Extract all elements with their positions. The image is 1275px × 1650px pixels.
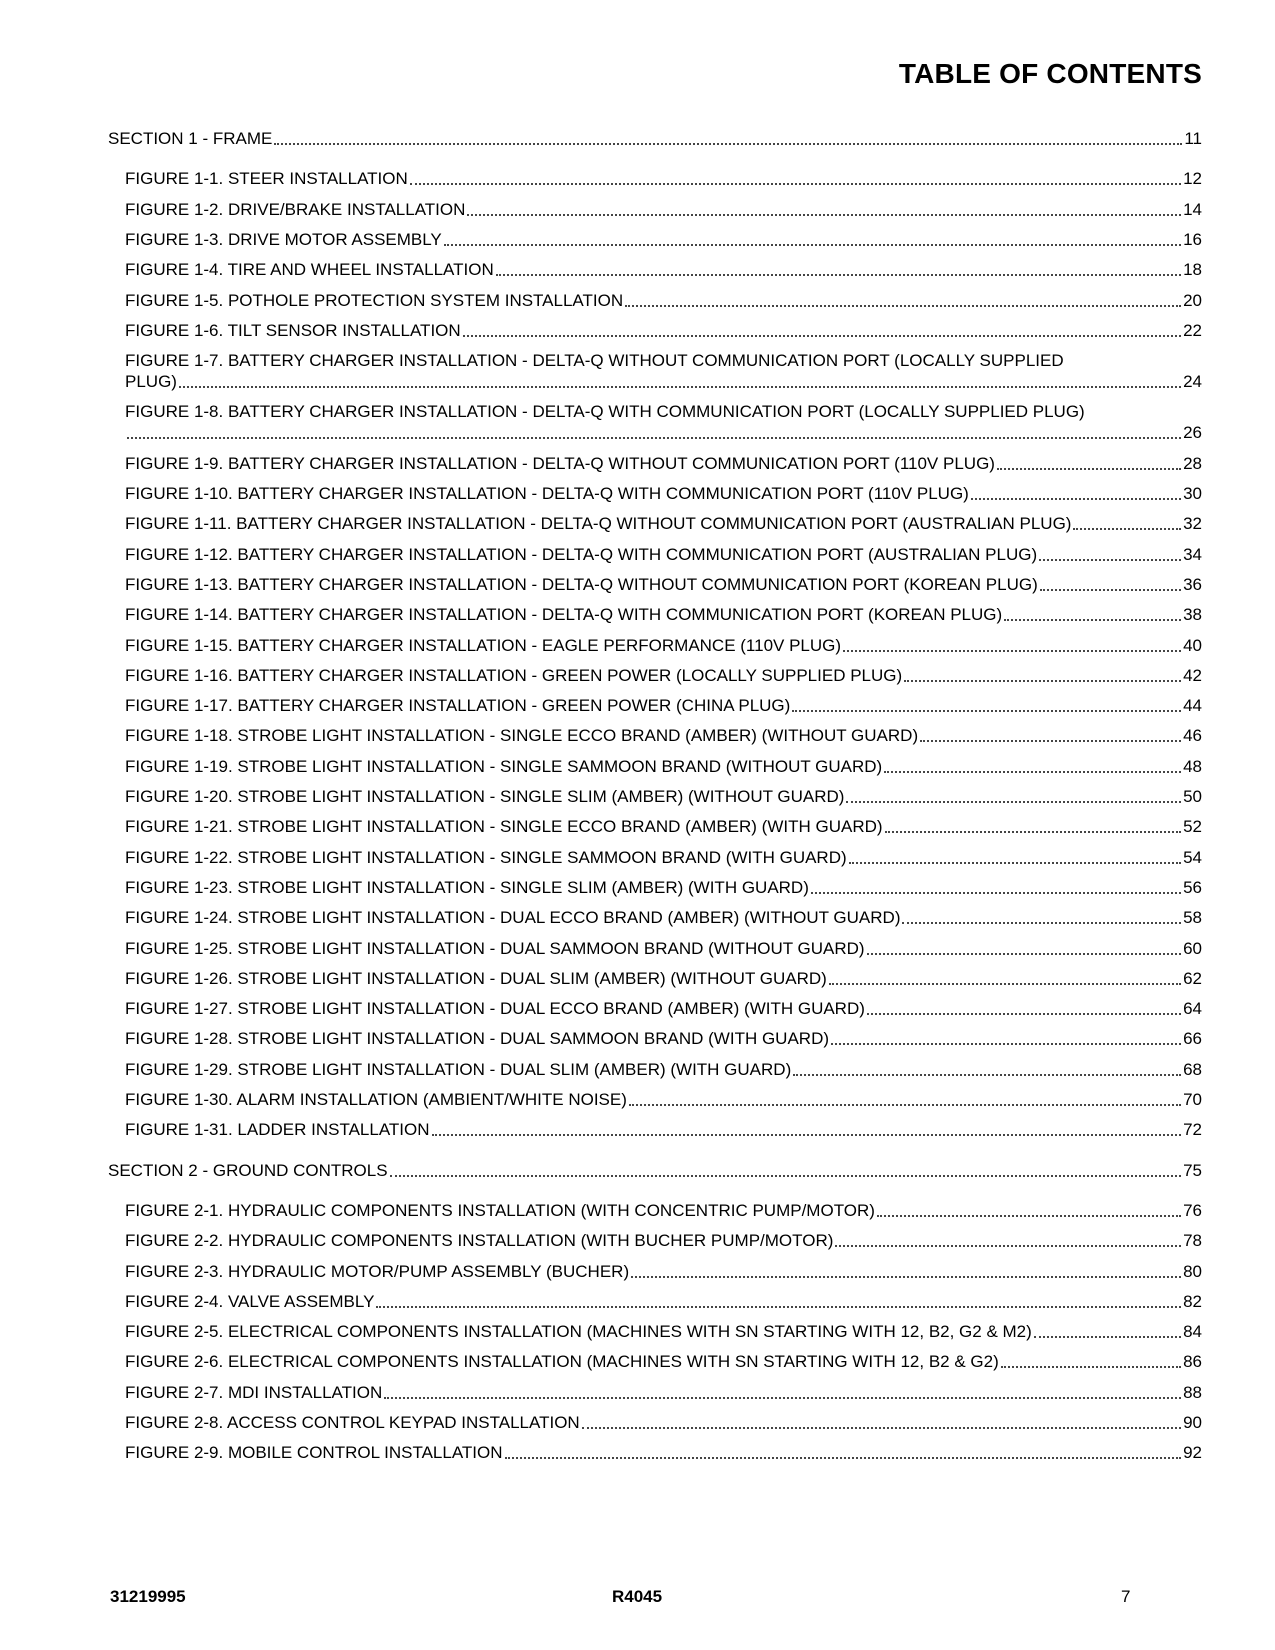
toc-entry-title: FIGURE 1-17. BATTERY CHARGER INSTALLATION - GREEN POWER (CHINA PLUG) <box>125 696 791 716</box>
dot-leader <box>1004 619 1181 621</box>
toc-page-number: 54 <box>1183 847 1202 867</box>
dot-leader <box>505 1457 1182 1459</box>
toc-page-number: 64 <box>1183 999 1202 1019</box>
toc-entry-title: FIGURE 1-26. STROBE LIGHT INSTALLATION - DUAL SLIM (AMBER) (WITHOUT GUARD) <box>125 968 827 988</box>
dot-leader <box>1040 589 1181 591</box>
dot-leader <box>971 498 1181 500</box>
toc-entry-title: FIGURE 1-9. BATTERY CHARGER INSTALLATION - DELTA-Q WITHOUT COMMUNICATION PORT (110V PLUG) <box>125 453 995 473</box>
dot-leader <box>877 1215 1181 1217</box>
toc-page-number: 56 <box>1183 877 1202 897</box>
dot-leader <box>127 437 1181 439</box>
toc-entry-title: FIGURE 1-29. STROBE LIGHT INSTALLATION - DUAL SLIM (AMBER) (WITH GUARD) <box>125 1059 792 1079</box>
toc-page-number: 28 <box>1183 453 1202 473</box>
toc-page-number: 12 <box>1183 169 1202 189</box>
footer-page-number: 7 <box>1121 1587 1131 1606</box>
toc-page-number: 16 <box>1183 229 1202 249</box>
toc-entry-title: FIGURE 1-25. STROBE LIGHT INSTALLATION - DUAL SAMMOON BRAND (WITHOUT GUARD) <box>125 938 865 958</box>
dot-leader <box>867 953 1181 955</box>
toc-page-number: 20 <box>1183 290 1202 310</box>
toc-page-number: 42 <box>1183 665 1202 685</box>
toc-page-number: 84 <box>1183 1322 1202 1342</box>
toc-page-number: 76 <box>1183 1200 1202 1220</box>
toc-entry-title: FIGURE 1-24. STROBE LIGHT INSTALLATION - DUAL ECCO BRAND (AMBER) (WITHOUT GUARD) <box>125 908 901 928</box>
dot-leader <box>792 710 1181 712</box>
toc-entry-title: FIGURE 1-21. STROBE LIGHT INSTALLATION - SINGLE ECCO BRAND (AMBER) (WITH GUARD) <box>125 817 883 837</box>
toc-entry-title: FIGURE 1-22. STROBE LIGHT INSTALLATION - SINGLE SAMMOON BRAND (WITH GUARD) <box>125 847 847 867</box>
toc-page-number: 14 <box>1183 199 1202 219</box>
toc-page-number: 58 <box>1183 908 1202 928</box>
toc-entry-title: FIGURE 1-6. TILT SENSOR INSTALLATION <box>125 320 461 340</box>
dot-leader <box>390 1175 1181 1177</box>
toc-entry-title: FIGURE 2-1. HYDRAULIC COMPONENTS INSTALLATION (WITH CONCENTRIC PUMP/MOTOR) <box>125 1200 875 1220</box>
toc-entry-title: FIGURE 1-4. TIRE AND WHEEL INSTALLATION <box>125 260 494 280</box>
toc-page-number: 60 <box>1183 938 1202 958</box>
dot-leader <box>432 1134 1182 1136</box>
toc-page-number: 44 <box>1183 696 1202 716</box>
footer-document-number: 31219995 <box>110 1587 186 1606</box>
toc-entry-title: FIGURE 2-9. MOBILE CONTROL INSTALLATION <box>125 1443 503 1463</box>
toc-page-number: 32 <box>1183 514 1202 534</box>
dot-leader <box>835 1245 1181 1247</box>
dot-leader <box>463 335 1181 337</box>
toc-page-number: 80 <box>1183 1261 1202 1281</box>
dot-leader <box>829 983 1181 985</box>
toc-page-number: 72 <box>1183 1120 1202 1140</box>
toc-page-number: 38 <box>1183 605 1202 625</box>
toc-entry-title: FIGURE 1-5. POTHOLE PROTECTION SYSTEM INSTALLATION <box>125 290 624 310</box>
footer-model: R4045 <box>612 1587 663 1606</box>
toc-entry-title: SECTION 2 - GROUND CONTROLS <box>108 1160 388 1180</box>
toc-entry-title: FIGURE 1-10. BATTERY CHARGER INSTALLATION - DELTA-Q WITH COMMUNICATION PORT (110V PLUG) <box>125 484 969 503</box>
toc-entry-title: FIGURE 2-2. HYDRAULIC COMPONENTS INSTALLATION (WITH BUCHER PUMP/MOTOR) <box>125 1231 834 1251</box>
dot-leader <box>846 801 1181 803</box>
toc-page-number: 26 <box>1183 423 1202 443</box>
dot-leader <box>410 183 1181 185</box>
dot-leader <box>793 1074 1181 1076</box>
dot-leader <box>902 922 1181 924</box>
dot-leader <box>884 771 1181 773</box>
dot-leader <box>179 386 1181 388</box>
toc-entry-title: FIGURE 1-23. STROBE LIGHT INSTALLATION - SINGLE SLIM (AMBER) (WITH GUARD) <box>125 877 809 897</box>
dot-leader <box>1034 1336 1181 1338</box>
toc-entry-title: FIGURE 1-15. BATTERY CHARGER INSTALLATION - EAGLE PERFORMANCE (110V PLUG) <box>125 635 842 655</box>
toc-entry-title: FIGURE 2-6. ELECTRICAL COMPONENTS INSTALLATION (MACHINES WITH SN STARTING WITH 12, B2 & G2) <box>125 1352 999 1372</box>
toc-page-number: 92 <box>1183 1443 1202 1463</box>
toc-page-number: 36 <box>1183 574 1202 594</box>
dot-leader <box>997 468 1181 470</box>
toc-entry-title: FIGURE 1-13. BATTERY CHARGER INSTALLATION - DELTA-Q WITHOUT COMMUNICATION PORT (KOREAN PLUG) <box>125 574 1038 594</box>
toc-entry-title: FIGURE 1-8. BATTERY CHARGER INSTALLATION - DELTA-Q WITH COMMUNICATION PORT (LOCALLY SUPPLIED PLUG) <box>125 402 1085 422</box>
toc-entry-title: FIGURE 1-12. BATTERY CHARGER INSTALLATION - DELTA-Q WITH COMMUNICATION PORT (AUSTRALIAN PLUG) <box>125 544 1038 564</box>
toc-entry-title-continued: PLUG) <box>125 372 177 392</box>
toc-entry-title: FIGURE 2-5. ELECTRICAL COMPONENTS INSTALLATION (MACHINES WITH SN STARTING WITH 12, B2, G2 & M2) <box>125 1322 1032 1342</box>
dot-leader <box>274 143 1182 145</box>
dot-leader <box>885 831 1182 833</box>
page-title: TABLE OF CONTENTS <box>898 58 1202 89</box>
dot-leader <box>582 1427 1181 1429</box>
dot-leader <box>904 680 1181 682</box>
toc-entry-title: FIGURE 2-8. ACCESS CONTROL KEYPAD INSTALLATION <box>125 1413 580 1432</box>
toc-page-number: 11 <box>1184 129 1202 148</box>
dot-leader <box>376 1306 1181 1308</box>
toc-entry-title: FIGURE 1-28. STROBE LIGHT INSTALLATION - DUAL SAMMOON BRAND (WITH GUARD) <box>125 1029 830 1049</box>
toc-entry-title: FIGURE 2-3. HYDRAULIC MOTOR/PUMP ASSEMBLY (BUCHER) <box>125 1261 630 1281</box>
toc-entry-title: FIGURE 1-16. BATTERY CHARGER INSTALLATION - GREEN POWER (LOCALLY SUPPLIED PLUG) <box>125 665 903 685</box>
toc-entry-title: FIGURE 1-7. BATTERY CHARGER INSTALLATION - DELTA-Q WITHOUT COMMUNICATION PORT (LOCALLY SUPPLIED <box>125 351 1064 371</box>
toc-page-number: 68 <box>1183 1059 1202 1079</box>
toc-page-number: 88 <box>1183 1382 1202 1402</box>
toc-page-number: 34 <box>1183 544 1202 564</box>
dot-leader <box>920 740 1181 742</box>
toc-entry-title: FIGURE 1-19. STROBE LIGHT INSTALLATION - SINGLE SAMMOON BRAND (WITHOUT GUARD) <box>125 756 883 776</box>
toc-entry-title: FIGURE 1-27. STROBE LIGHT INSTALLATION - DUAL ECCO BRAND (AMBER) (WITH GUARD) <box>125 999 865 1019</box>
dot-leader <box>384 1397 1181 1399</box>
toc-page-number: 30 <box>1183 484 1202 503</box>
toc-entry-title: FIGURE 1-20. STROBE LIGHT INSTALLATION - SINGLE SLIM (AMBER) (WITHOUT GUARD) <box>125 787 845 806</box>
toc-page-number: 18 <box>1183 260 1202 280</box>
toc-page-number: 46 <box>1183 726 1202 746</box>
toc-entry-title: FIGURE 1-14. BATTERY CHARGER INSTALLATION - DELTA-Q WITH COMMUNICATION PORT (KOREAN PLUG) <box>125 605 1003 625</box>
toc-page-number: 70 <box>1183 1090 1202 1109</box>
dot-leader <box>831 1043 1181 1045</box>
toc-page-number: 78 <box>1183 1231 1202 1251</box>
dot-leader <box>496 274 1181 276</box>
toc-page-number: 90 <box>1183 1413 1202 1432</box>
toc-page-number: 62 <box>1183 968 1202 988</box>
toc-entry-title: FIGURE 1-18. STROBE LIGHT INSTALLATION - SINGLE ECCO BRAND (AMBER) (WITHOUT GUARD) <box>125 726 919 746</box>
toc-entry-title: FIGURE 1-1. STEER INSTALLATION <box>125 169 408 189</box>
dot-leader <box>867 1013 1181 1015</box>
toc-page-number: 24 <box>1183 372 1202 392</box>
toc-page-number: 82 <box>1183 1291 1202 1311</box>
toc-page-number: 86 <box>1183 1352 1202 1372</box>
dot-leader <box>629 1104 1181 1106</box>
toc-page-number: 52 <box>1183 817 1202 837</box>
toc-entry-title: FIGURE 1-30. ALARM INSTALLATION (AMBIENT/WHITE NOISE) <box>125 1090 627 1109</box>
toc-page-number: 66 <box>1183 1029 1202 1049</box>
toc-entry-title: FIGURE 2-4. VALVE ASSEMBLY <box>125 1291 375 1311</box>
dot-leader <box>444 244 1181 246</box>
dot-leader <box>849 862 1181 864</box>
toc-page-number: 75 <box>1183 1160 1202 1180</box>
toc-entry-title: FIGURE 1-3. DRIVE MOTOR ASSEMBLY <box>125 229 442 249</box>
toc-page-number: 22 <box>1183 320 1202 340</box>
toc-entry-title: FIGURE 1-11. BATTERY CHARGER INSTALLATION - DELTA-Q WITHOUT COMMUNICATION PORT (AUSTRALIAN PLUG) <box>125 514 1072 534</box>
dot-leader <box>631 1276 1181 1278</box>
toc-entry-title: FIGURE 1-31. LADDER INSTALLATION <box>125 1120 430 1140</box>
toc-page-number: 50 <box>1183 787 1202 806</box>
toc-entry-title: FIGURE 2-7. MDI INSTALLATION <box>125 1382 383 1402</box>
dot-leader <box>843 650 1181 652</box>
toc-entry-title: FIGURE 1-2. DRIVE/BRAKE INSTALLATION <box>125 199 466 219</box>
dot-leader <box>811 892 1181 894</box>
toc-entry-title: SECTION 1 - FRAME <box>108 129 273 148</box>
dot-leader <box>1001 1366 1181 1368</box>
dot-leader <box>1073 528 1181 530</box>
dot-leader <box>1039 559 1181 561</box>
toc-page-number: 48 <box>1183 756 1202 776</box>
toc-page-number: 40 <box>1183 635 1202 655</box>
dot-leader <box>467 214 1181 216</box>
dot-leader <box>625 305 1181 307</box>
